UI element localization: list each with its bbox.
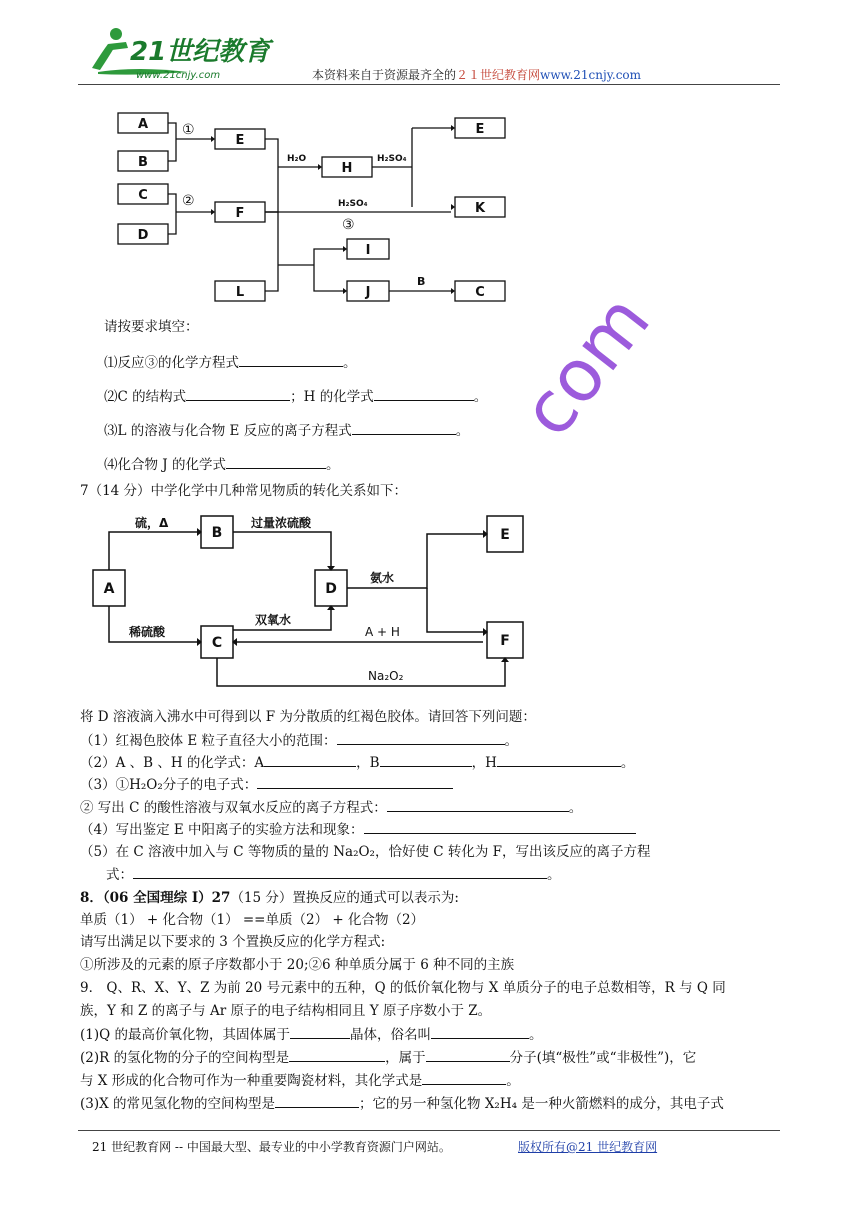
svg-text:H₂SO₄: H₂SO₄: [377, 154, 407, 164]
svg-text:D: D: [325, 581, 337, 597]
logo-text: 21世纪教育: [130, 37, 271, 67]
q9-item-3: (3)X 的常见氢化物的空间构型是 ；它的另一种氢化物 X₂H₄ 是一种火箭燃料的成分，其电子式: [80, 1096, 724, 1112]
svg-text:双氧水: 双氧水: [255, 613, 292, 627]
answer-blank[interactable]: [337, 731, 505, 745]
svg-text:L: L: [235, 285, 245, 300]
answer-blank[interactable]: [133, 865, 547, 879]
footer-text: 21 世纪教育网 -- 中国最大型、最专业的中小学教育资源门户网站。: [92, 1140, 451, 1154]
logo-url: www.21cnjy.com: [136, 70, 221, 81]
svg-text:J: J: [365, 285, 371, 300]
svg-text:D: D: [137, 228, 149, 243]
svg-text:I: I: [365, 243, 371, 258]
svg-text:稀硫酸: 稀硫酸: [129, 625, 166, 639]
q6-item-3: ⑶L 的溶液与化合物 E 反应的离子方程式 。: [104, 423, 470, 439]
answer-blank[interactable]: [257, 775, 453, 789]
q7-item-3: （3）①H₂O₂分子的电子式：: [80, 775, 453, 794]
svg-text:氨水: 氨水: [370, 571, 395, 585]
svg-text:B: B: [211, 525, 223, 541]
header-divider: [78, 84, 780, 85]
svg-text:B: B: [417, 275, 426, 288]
q8-line2: 请写出满足以下要求的 3 个置换反应的化学方程式:: [80, 934, 386, 950]
svg-text:H₂O: H₂O: [287, 154, 307, 164]
q7-item-5: （5）在 C 溶液中加入与 C 等物质的量的 Na₂O₂，恰好使 C 转化为 F，写出该反应的离子方程: [80, 844, 651, 860]
q7-item-5b: 式： 。: [106, 867, 561, 883]
answer-blank[interactable]: [186, 387, 290, 401]
svg-text:K: K: [474, 201, 486, 216]
answer-blank[interactable]: [226, 455, 326, 469]
svg-text:C: C: [475, 285, 485, 300]
q9-item-2b: 与 X 形成的化合物可作为一种重要陶瓷材料，其化学式是 。: [80, 1073, 520, 1089]
source-num: ２１: [456, 68, 481, 82]
q9-item-1: (1)Q 的最高价氧化物，其固体属于 晶体，俗名叫 。: [80, 1027, 543, 1043]
q7-item-4: （4）写出鉴定 E 中阳离子的实验方法和现象：: [80, 820, 636, 839]
svg-text:F: F: [235, 206, 245, 221]
q7-intro: 将 D 溶液滴入沸水中可得到以 F 为分散质的红褐色胶体。请回答下列问题：: [80, 709, 536, 725]
answer-blank[interactable]: [374, 387, 474, 401]
footer-divider: [78, 1130, 780, 1131]
answer-blank[interactable]: [364, 820, 636, 834]
q8-line3: ①所涉及的元素的原子序数都小于 20;②6 种单质分属于 6 种不同的主族: [80, 957, 515, 973]
q7-title: 7（14 分）中学化学中几种常见物质的转化关系如下：: [80, 483, 408, 499]
svg-text:C: C: [138, 188, 148, 203]
source-url[interactable]: www.21cnjy.com: [540, 68, 642, 82]
svg-text:E: E: [235, 133, 245, 148]
svg-text:H₂SO₄: H₂SO₄: [338, 199, 368, 209]
q9-item-2: (2)R 的氢化物的分子的空间构型是 ，属于 分子(填“极性”或“非极性”)，它: [80, 1050, 697, 1066]
watermark: com: [505, 278, 666, 452]
svg-text:H: H: [341, 161, 353, 176]
site-logo: [78, 22, 278, 82]
answer-blank[interactable]: [497, 753, 621, 767]
answer-blank[interactable]: [264, 753, 356, 767]
footer-copyright-link[interactable]: 版权所有@21 世纪教育网: [518, 1140, 658, 1154]
answer-blank[interactable]: [426, 1048, 510, 1062]
svg-text:C: C: [211, 635, 223, 651]
svg-text:①: ①: [182, 122, 195, 138]
q8-formula: 单质（1） + 化合物（1） ==单质（2） + 化合物（2）: [80, 912, 425, 928]
q6-prompt: 请按要求填空：: [104, 319, 199, 335]
svg-text:③: ③: [342, 217, 355, 233]
q7-item-1: （1）红褐色胶体 E 粒子直径大小的范围： 。: [80, 733, 519, 749]
q8-title: 8．（06 全国理综 I）27（15 分）置换反应的通式可以表示为:: [80, 890, 459, 906]
answer-blank[interactable]: [275, 1094, 359, 1108]
svg-text:A + H: A + H: [365, 625, 400, 639]
q7-item-2: （2）A 、B 、H 的化学式：A ，B ，H 。: [80, 755, 635, 771]
answer-blank[interactable]: [431, 1025, 529, 1039]
q9-line2: 族，Y 和 Z 的离子与 Ar 原子的电子结构相同且 Y 原子序数小于 Z。: [80, 1003, 492, 1019]
q7-item-3b: ② 写出 C 的酸性溶液与双氧水反应的离子方程式： 。: [80, 800, 583, 816]
svg-text:A: A: [103, 581, 115, 597]
svg-text:E: E: [500, 527, 510, 543]
answer-blank[interactable]: [422, 1071, 506, 1085]
answer-blank[interactable]: [380, 753, 472, 767]
svg-text:硫，Δ: 硫，Δ: [135, 516, 169, 530]
svg-text:E: E: [475, 122, 485, 137]
svg-text:A: A: [137, 117, 149, 132]
reaction-diagram-1: [110, 105, 530, 310]
svg-text:F: F: [500, 633, 510, 649]
source-site: 世纪教育网: [480, 68, 541, 82]
answer-blank[interactable]: [387, 798, 569, 812]
header-source: [312, 66, 641, 83]
q9-line1: 9． Q、R、X、Y、Z 为前 20 号元素中的五种，Q 的低价氧化物与 X 单质分子的电子总数相等，R 与 Q 同: [80, 980, 726, 996]
q6-item-4: ⑷化合物 J 的化学式 。: [104, 457, 340, 473]
answer-blank[interactable]: [289, 1048, 385, 1062]
svg-text:过量浓硫酸: 过量浓硫酸: [251, 516, 312, 530]
answer-blank[interactable]: [239, 353, 343, 367]
answer-blank[interactable]: [352, 421, 456, 435]
q6-item-1: ⑴反应③的化学方程式 。: [104, 355, 357, 371]
answer-blank[interactable]: [290, 1025, 350, 1039]
reaction-diagram-2: [85, 508, 555, 696]
svg-text:B: B: [138, 155, 148, 170]
svg-text:Na₂O₂: Na₂O₂: [368, 669, 404, 683]
q6-item-2: ⑵C 的结构式 ；H 的化学式 。: [104, 389, 488, 405]
source-prefix: 本资料来自于资源最齐全的: [312, 68, 457, 82]
svg-text:②: ②: [182, 193, 195, 209]
